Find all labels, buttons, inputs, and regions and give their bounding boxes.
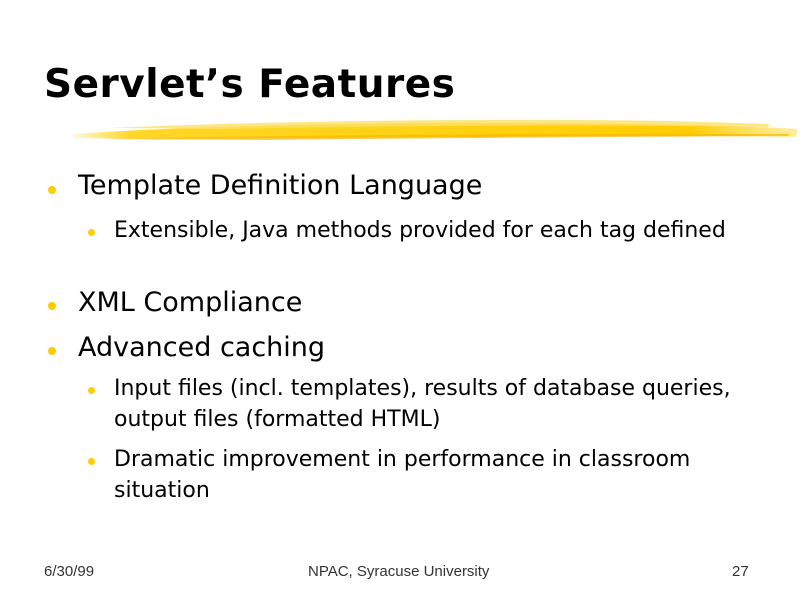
footer-organization: NPAC, Syracuse University xyxy=(308,563,490,580)
bullet-marker xyxy=(48,302,56,310)
bullet-template-definition-language: Template Definition Language xyxy=(78,170,483,201)
slide-number: 27 xyxy=(732,563,749,580)
sub-bullet-extensible: Extensible, Java methods provided for each tag defined xyxy=(114,218,726,243)
title-underline-brush xyxy=(70,112,800,148)
sub-bullet-dramatic-improvement: Dramatic improvement in performance in classroom situation xyxy=(114,447,691,503)
footer-date: 6/30/99 xyxy=(44,563,95,580)
bullet-xml-compliance: XML Compliance xyxy=(78,287,303,318)
sub-bullet-input-files: Input files (incl. templates), results of database queries, output files (formatted HTML) xyxy=(114,376,731,432)
bullet-marker xyxy=(48,186,56,194)
sub-bullet-marker xyxy=(88,387,95,394)
sub-bullet-marker xyxy=(88,229,95,236)
sub-bullet-marker xyxy=(88,458,95,465)
slide-title: Servlet’s Features xyxy=(44,62,456,107)
bullet-advanced-caching: Advanced caching xyxy=(78,332,326,363)
bullet-marker xyxy=(48,347,56,355)
